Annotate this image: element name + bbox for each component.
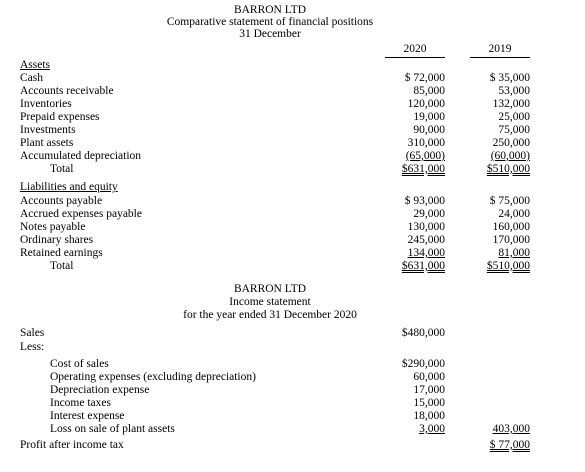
- expense-value: $290,000: [401, 358, 445, 370]
- asset-value-2020: (65,000): [405, 150, 445, 162]
- sales-label: Sales: [20, 327, 45, 339]
- is-company-name: BARRON LTD: [233, 283, 307, 295]
- asset-value-2019: 132,000: [492, 98, 530, 110]
- assets-total-2019: $510,000: [486, 163, 530, 175]
- liability-label: Ordinary shares: [20, 234, 94, 246]
- liability-value-2020: 130,000: [407, 221, 445, 233]
- expense-value: 17,000: [413, 384, 445, 396]
- assets-total-2020: $631,000: [401, 163, 445, 175]
- liability-value-2020: 245,000: [407, 234, 445, 246]
- asset-label: Investments: [20, 124, 76, 136]
- expense-label: Interest expense: [50, 410, 125, 422]
- liability-value-2020: 134,000: [407, 247, 445, 259]
- expense-value: 15,000: [413, 397, 445, 409]
- is-period: for the year ended 31 December 2020: [183, 309, 357, 321]
- bs-date: 31 December: [239, 28, 301, 40]
- liability-value-2019: 170,000: [492, 234, 530, 246]
- asset-label: Cash: [20, 72, 43, 84]
- sales-value: $480,000: [401, 327, 445, 339]
- expense-label: Loss on sale of plant assets: [50, 423, 175, 435]
- asset-value-2020: 19,000: [413, 111, 445, 123]
- profit-label: Profit after income tax: [20, 439, 124, 451]
- expense-value: 60,000: [413, 371, 445, 383]
- liability-value-2019: $ 75,000: [489, 195, 530, 207]
- asset-label: Accounts receivable: [20, 85, 114, 97]
- liability-label: Notes payable: [20, 221, 86, 233]
- expense-value: 18,000: [413, 410, 445, 422]
- less-label: Less:: [20, 341, 45, 353]
- liability-value-2020: 29,000: [413, 208, 445, 220]
- asset-value-2019: 75,000: [498, 124, 530, 136]
- bs-company-name: BARRON LTD: [233, 4, 307, 16]
- liability-value-2019: 81,000: [498, 247, 530, 259]
- liabilities-total-2020: $631,000: [401, 260, 445, 272]
- liabilities-total-2019: $510,000: [486, 260, 530, 272]
- asset-label: Accumulated depreciation: [20, 150, 142, 162]
- asset-value-2020: 85,000: [413, 85, 445, 97]
- liability-label: Accounts payable: [20, 195, 103, 207]
- liability-label: Accrued expenses payable: [20, 208, 142, 220]
- expense-label: Depreciation expense: [50, 384, 150, 396]
- liability-value-2019: 24,000: [498, 208, 530, 220]
- asset-value-2020: $ 72,000: [404, 72, 445, 84]
- expense-label: Cost of sales: [50, 358, 109, 370]
- expense-value: 3,000: [419, 423, 445, 435]
- profit-value: $ 77,000: [489, 439, 530, 451]
- expense-label: Income taxes: [50, 397, 111, 409]
- asset-value-2019: 53,000: [498, 85, 530, 97]
- asset-value-2019: (60,000): [490, 150, 530, 162]
- liabilities-total-label: Total: [50, 260, 74, 272]
- asset-label: Inventories: [20, 98, 72, 110]
- liabilities-heading: Liabilities and equity: [20, 181, 118, 193]
- asset-value-2019: 25,000: [498, 111, 530, 123]
- asset-value-2019: 250,000: [492, 137, 530, 149]
- year-prior-header: 2019: [470, 44, 530, 58]
- assets-heading: Assets: [20, 59, 51, 71]
- expenses-total: 403,000: [492, 423, 530, 435]
- asset-label: Plant assets: [20, 137, 74, 149]
- liability-label: Retained earnings: [20, 247, 103, 259]
- asset-value-2020: 310,000: [407, 137, 445, 149]
- assets-total-label: Total: [50, 163, 74, 175]
- year-current-header: 2020: [385, 44, 445, 58]
- liability-value-2020: $ 93,000: [404, 195, 445, 207]
- expense-label: Operating expenses (excluding depreciation): [50, 371, 256, 383]
- asset-value-2020: 120,000: [407, 98, 445, 110]
- asset-value-2020: 90,000: [413, 124, 445, 136]
- asset-label: Prepaid expenses: [20, 111, 100, 123]
- is-title: Income statement: [229, 296, 311, 308]
- asset-value-2019: $ 35,000: [489, 72, 530, 84]
- liability-value-2019: 160,000: [492, 221, 530, 233]
- bs-title: Comparative statement of financial positions: [166, 16, 374, 28]
